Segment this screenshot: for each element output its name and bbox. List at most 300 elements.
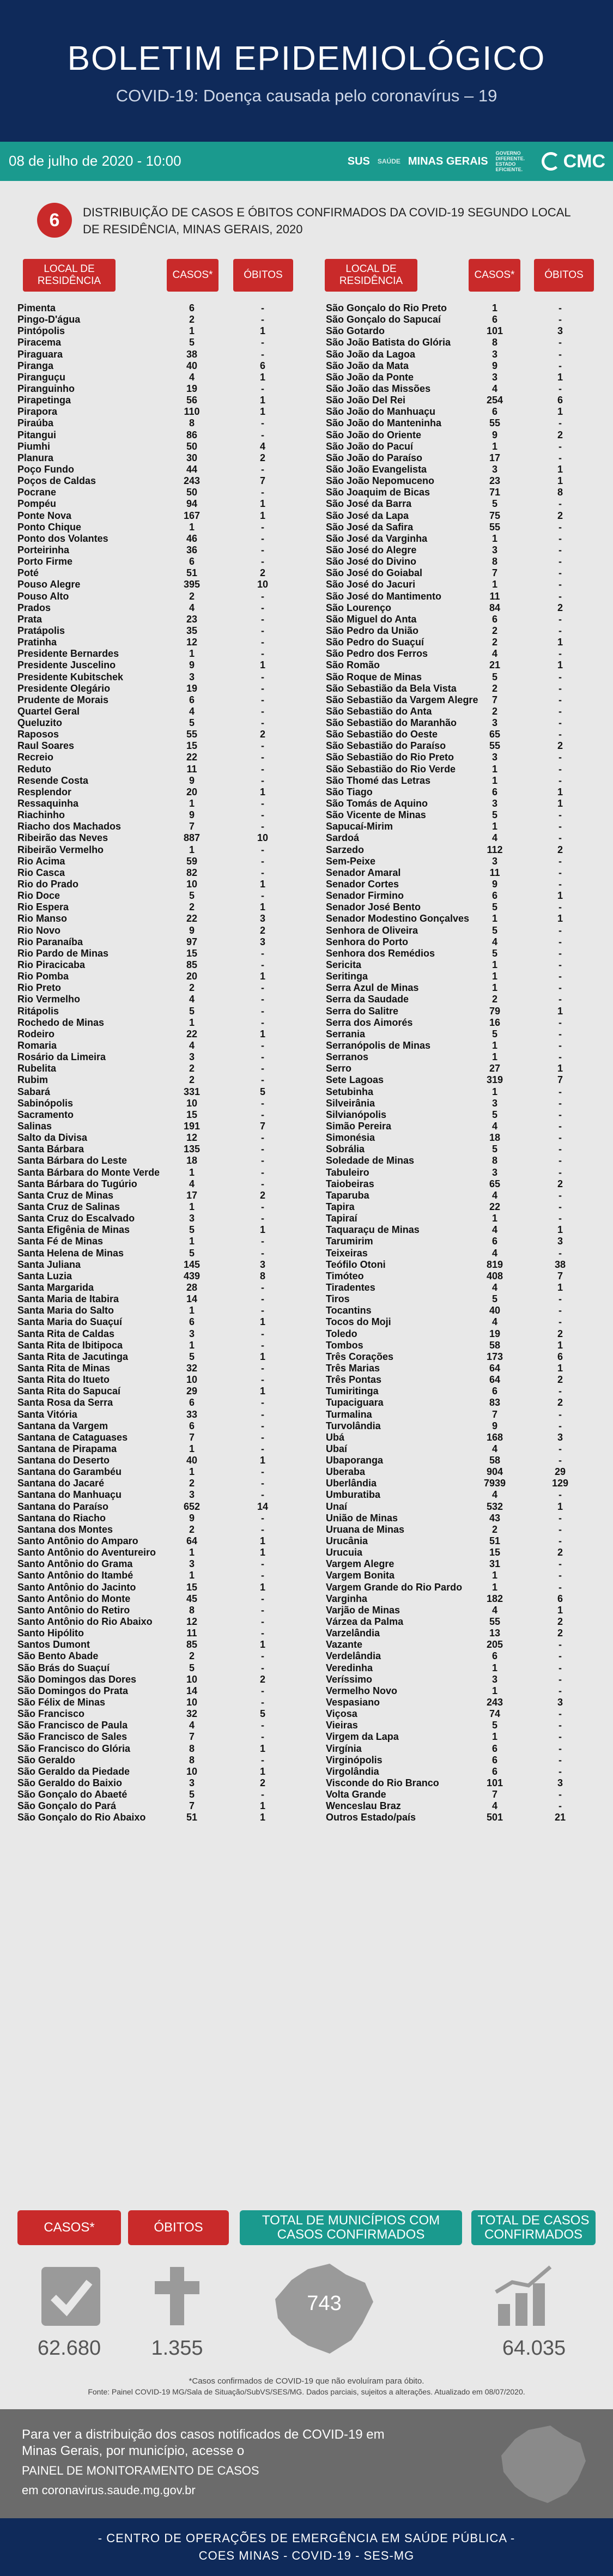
cases-value: 32 <box>186 1708 198 1720</box>
section-title: DISTRIBUIÇÃO DE CASOS E ÓBITOS CONFIRMADOS DA COVID-19 SEGUNDO LOCAL DE RESIDÊNCIA, MINAS GERAIS, 2020 <box>83 205 570 236</box>
deaths-value: 6 <box>557 395 563 406</box>
municipality-name: Rodeiro <box>17 1028 55 1039</box>
footer <box>0 2518 613 2576</box>
deaths-value: - <box>261 1697 264 1708</box>
municipality-name: Santana de Pirapama <box>17 1443 117 1454</box>
municipality-name: Teófilo Otoni <box>326 1259 386 1270</box>
cases-value: 3 <box>189 1489 195 1501</box>
cases-value: 1 <box>189 844 195 855</box>
table-row <box>17 1766 301 1777</box>
deaths-value: - <box>261 1420 264 1431</box>
table-row <box>17 683 301 694</box>
deaths-value: - <box>261 752 264 763</box>
municipality-name: São Miguel do Anta <box>326 613 417 625</box>
cases-value: 82 <box>186 867 198 878</box>
cases-value: 3 <box>491 752 497 763</box>
deaths-value: - <box>559 1293 562 1305</box>
cases-value: 3 <box>491 717 497 729</box>
deaths-value: - <box>559 579 562 590</box>
municipality-name: São Joaquim de Bicas <box>326 487 430 498</box>
table-row <box>326 1524 604 1535</box>
deaths-value: - <box>261 1155 264 1166</box>
table-row <box>17 337 301 348</box>
cases-value: 167 <box>183 510 201 521</box>
municipality-name: Rio Pardo de Minas <box>17 947 109 959</box>
municipality-name: São João do Paraíso <box>326 452 423 463</box>
bottom-panel <box>0 2409 613 2518</box>
deaths-value: 1 <box>259 1028 265 1039</box>
cases-value: 15 <box>186 947 198 959</box>
deaths-value: 2 <box>259 567 265 579</box>
municipality-name: São José do Jacuri <box>326 579 416 590</box>
cases-value: 8 <box>189 1743 195 1754</box>
cases-value: 11 <box>186 763 197 775</box>
section-number: 6 <box>37 203 72 238</box>
cases-value: 2 <box>491 705 497 717</box>
cases-value: 1 <box>189 1570 195 1581</box>
table-row <box>326 1397 604 1408</box>
table-row <box>17 1697 301 1708</box>
deaths-value: - <box>559 1408 562 1420</box>
table-row <box>17 1743 301 1755</box>
cases-value: 84 <box>489 602 501 613</box>
table-row <box>17 1063 301 1074</box>
municipality-name: Tapiraí <box>326 1213 357 1224</box>
cases-value: 9 <box>491 360 497 371</box>
cases-value: 9 <box>189 1512 195 1523</box>
deaths-value: - <box>261 1328 264 1339</box>
municipality-name: São José do Goiabal <box>326 567 423 579</box>
cases-value: 7 <box>189 1431 195 1443</box>
municipality-name: Santa Bárbara do Leste <box>17 1155 128 1166</box>
municipality-name: Vargem Alegre <box>326 1558 394 1570</box>
cases-value: 3 <box>189 1558 195 1570</box>
table-row <box>326 1029 604 1040</box>
deaths-value: - <box>261 1281 264 1293</box>
municipality-name: Senhora dos Remédios <box>326 947 435 959</box>
deaths-value: 7 <box>259 475 265 487</box>
deaths-value: - <box>559 625 562 636</box>
municipality-name: Wenceslau Braz <box>326 1800 401 1812</box>
table-row <box>17 1236 301 1247</box>
municipality-name: Romaria <box>17 1040 57 1051</box>
municipality-name: Prata <box>17 613 43 625</box>
table-row <box>17 1582 301 1593</box>
deaths-value: - <box>261 1063 264 1074</box>
table-row <box>326 1259 604 1271</box>
deaths-value: - <box>559 1155 562 1166</box>
deaths-value: 1 <box>259 325 265 337</box>
table-row <box>326 1271 604 1282</box>
minas-outline-icon <box>496 2420 588 2507</box>
municipality-name: Santa Maria do Suaçuí <box>17 1316 123 1328</box>
deaths-value: - <box>559 1523 562 1535</box>
deaths-value: - <box>261 1074 264 1086</box>
deaths-value: - <box>261 1293 264 1305</box>
deaths-value: - <box>559 1489 562 1501</box>
municipality-name: Ribeirão Vermelho <box>17 844 104 855</box>
table-row <box>17 383 301 395</box>
table-row <box>17 360 301 372</box>
table-row <box>326 1351 604 1363</box>
cases-value: 1 <box>189 521 195 533</box>
municipality-name: Outros Estado/país <box>326 1812 416 1823</box>
deaths-value: 4 <box>259 440 265 452</box>
cases-value: 51 <box>489 1535 501 1547</box>
table-row <box>17 740 301 752</box>
municipality-name: Simão Pereira <box>326 1120 392 1132</box>
municipality-name: Visconde do Rio Branco <box>326 1777 439 1788</box>
municipality-name: Senador José Bento <box>326 902 421 913</box>
table-row <box>326 1489 604 1501</box>
municipality-name: Simonésia <box>326 1132 375 1144</box>
deaths-value: - <box>261 1628 264 1639</box>
municipality-name: Senhora de Oliveira <box>326 924 418 936</box>
deaths-value: 1 <box>259 1455 265 1466</box>
cases-value: 65 <box>489 1178 501 1189</box>
deaths-value: - <box>261 682 264 694</box>
municipality-name: Piraúba <box>17 418 54 429</box>
deaths-value: 2 <box>557 844 563 855</box>
deaths-value: - <box>559 867 562 878</box>
cases-value: 12 <box>186 1616 198 1628</box>
deaths-value: - <box>261 1305 264 1316</box>
table-row <box>326 1248 604 1259</box>
cases-value: 1 <box>189 1017 195 1028</box>
municipality-name: São Brás do Suaçuí <box>17 1662 110 1673</box>
municipality-name: Volta Grande <box>326 1789 386 1800</box>
table-row <box>326 1662 604 1674</box>
municipality-name: Piraguara <box>17 348 63 360</box>
table-row <box>326 1201 604 1213</box>
deaths-value: - <box>559 1581 562 1593</box>
cases-value: 65 <box>489 729 501 740</box>
table-row <box>17 660 301 671</box>
municipality-name: Rio do Prado <box>17 879 78 890</box>
table-row <box>17 1547 301 1558</box>
table-row <box>326 1478 604 1489</box>
cases-value: 28 <box>186 1281 198 1293</box>
table-row <box>326 487 604 498</box>
municipality-name: São João do Manteninha <box>326 418 442 429</box>
deaths-value: - <box>559 1639 562 1650</box>
municipality-name: Santa Maria de Itabira <box>17 1293 119 1305</box>
col-header-obitos-left: ÓBITOS <box>233 259 293 292</box>
deaths-value: 2 <box>557 1178 563 1189</box>
deaths-value: 2 <box>259 729 265 740</box>
cases-value: 1 <box>491 775 497 786</box>
table-row <box>17 1248 301 1259</box>
municipality-name: São Geraldo do Baixio <box>17 1777 123 1788</box>
cases-value: 5 <box>491 671 497 682</box>
table-row <box>17 1789 301 1800</box>
deaths-value: - <box>559 1213 562 1224</box>
municipality-name: São Geraldo da Piedade <box>17 1765 130 1777</box>
deaths-value: - <box>261 1005 264 1017</box>
table-row <box>17 879 301 890</box>
municipality-name: Pouso Alegre <box>17 579 81 590</box>
deaths-value: 1 <box>557 1339 563 1351</box>
deaths-value: - <box>559 1800 562 1812</box>
table-row <box>17 959 301 971</box>
table-row <box>17 533 301 545</box>
table-row <box>17 948 301 959</box>
municipality-name: Ponto dos Volantes <box>17 533 108 544</box>
cases-value: 2 <box>491 994 497 1005</box>
deaths-value: 1 <box>259 879 265 890</box>
table-row <box>17 1040 301 1051</box>
deaths-value: - <box>261 418 264 429</box>
table-row <box>17 314 301 325</box>
cases-value: 168 <box>486 1431 503 1443</box>
cases-value: 819 <box>486 1259 503 1270</box>
deaths-value: - <box>559 1754 562 1765</box>
table-row <box>326 1558 604 1570</box>
municipality-name: Tapira <box>326 1201 355 1212</box>
municipality-name: Vieiras <box>326 1720 358 1731</box>
table-row <box>326 1006 604 1017</box>
table-row <box>326 1144 604 1155</box>
municipality-name: Santa Cruz de Salinas <box>17 1201 120 1212</box>
page-subtitle: COVID-19: Doença causada pelo coronavírus – 19 <box>116 86 497 105</box>
deaths-value: - <box>559 1558 562 1570</box>
cases-value: 4 <box>189 705 195 717</box>
deaths-value: - <box>261 1178 264 1189</box>
deaths-value: - <box>559 1386 562 1397</box>
cases-value: 85 <box>186 1639 198 1650</box>
cases-value: 79 <box>489 1005 501 1017</box>
table-row <box>326 1547 604 1558</box>
table-row <box>326 614 604 625</box>
cases-value: 532 <box>486 1501 503 1512</box>
cases-value: 9 <box>189 775 195 786</box>
cases-value: 2 <box>491 682 497 694</box>
municipality-name: Santa Bárbara do Tugúrio <box>17 1178 137 1189</box>
table-row <box>17 902 301 913</box>
municipality-name: Santa Rita do Itueto <box>17 1374 110 1386</box>
municipality-name: Uberlândia <box>326 1478 377 1489</box>
municipality-name: Virgolândia <box>326 1765 379 1777</box>
table-row <box>17 1305 301 1316</box>
deaths-value: - <box>559 1535 562 1547</box>
cases-value: 19 <box>186 682 198 694</box>
cases-value: 21 <box>489 660 501 671</box>
deaths-value: - <box>261 613 264 625</box>
municipality-name: Recreio <box>17 752 54 763</box>
table-row <box>326 579 604 590</box>
table-row <box>326 913 604 924</box>
deaths-value: 2 <box>259 924 265 936</box>
table-row <box>17 1006 301 1017</box>
cases-value: 4 <box>189 994 195 1005</box>
cases-value: 101 <box>486 1777 503 1788</box>
table-row <box>326 694 604 706</box>
municipality-name: Resende Costa <box>17 775 89 786</box>
cases-value: 12 <box>186 637 198 648</box>
municipality-name: Setubinha <box>326 1086 374 1097</box>
table-row <box>17 325 301 337</box>
deaths-value: 3 <box>557 325 563 337</box>
municipality-name: Umburatiba <box>326 1489 381 1501</box>
table-row <box>17 430 301 441</box>
cases-value: 182 <box>486 1593 503 1604</box>
municipality-name: Santana de Cataguases <box>17 1431 128 1443</box>
municipality-name: Serrania <box>326 1028 366 1039</box>
table-row <box>326 982 604 994</box>
cases-value: 5 <box>491 924 497 936</box>
deaths-value: 1 <box>259 971 265 982</box>
table-row <box>326 602 604 614</box>
table-row <box>326 1132 604 1144</box>
panel-url[interactable]: em coronavirus.saude.mg.gov.br <box>22 2483 196 2497</box>
deaths-value: 29 <box>554 1466 566 1478</box>
cases-value: 6 <box>189 1397 195 1408</box>
table-row <box>326 1650 604 1662</box>
table-left <box>17 303 301 2134</box>
municipality-name: Prudente de Morais <box>17 694 109 705</box>
panel-link[interactable]: PAINEL DE MONITORAMENTO DE CASOS <box>22 2464 259 2477</box>
deaths-value: - <box>261 1040 264 1051</box>
table-row <box>17 672 301 683</box>
table-row <box>326 787 604 798</box>
cases-value: 6 <box>491 1743 497 1754</box>
municipality-name: São Sebastião do Paraíso <box>326 740 446 752</box>
deaths-value: - <box>261 1489 264 1501</box>
cases-value: 1 <box>491 303 497 313</box>
municipality-name: Toledo <box>326 1328 357 1339</box>
cases-value: 1 <box>491 579 497 590</box>
municipality-name: Várzea da Palma <box>326 1616 404 1628</box>
cases-value: 1 <box>189 1236 195 1247</box>
deaths-value: - <box>261 1593 264 1604</box>
cases-value: 9 <box>491 1420 497 1431</box>
table-row <box>17 545 301 556</box>
table-row <box>326 1213 604 1224</box>
deaths-value: 1 <box>557 1362 563 1374</box>
municipality-name: Sarzedo <box>326 844 365 855</box>
table-row <box>326 1293 604 1305</box>
casos-value: 62.680 <box>37 2337 101 2360</box>
cases-value: 10 <box>186 1097 198 1109</box>
table-row <box>326 1697 604 1708</box>
cases-value: 1 <box>491 982 497 994</box>
table-row <box>17 1558 301 1570</box>
table-row <box>326 1305 604 1316</box>
municipality-name: São Sebastião do Oeste <box>326 729 438 740</box>
deaths-value: - <box>261 648 264 660</box>
deaths-value: - <box>559 1765 562 1777</box>
deaths-value: - <box>261 1144 264 1155</box>
table-row <box>17 1443 301 1455</box>
table-row <box>326 325 604 337</box>
table-row <box>17 406 301 418</box>
deaths-value: - <box>559 348 562 360</box>
municipality-name: Pocrane <box>17 487 57 498</box>
cases-value: 4 <box>491 1604 497 1616</box>
deaths-value: - <box>261 1374 264 1386</box>
municipality-name: Viçosa <box>326 1708 357 1720</box>
municipality-name: Rio Espera <box>17 902 69 913</box>
municipality-name: Taiobeiras <box>326 1178 374 1189</box>
municipality-name: Ressaquinha <box>17 798 79 809</box>
deaths-value: - <box>559 1420 562 1431</box>
table-row <box>326 464 604 475</box>
cases-value: 3 <box>491 798 497 809</box>
cmc-ring-icon <box>542 152 560 171</box>
cases-value: 1 <box>189 1201 195 1212</box>
deaths-value: 14 <box>257 1501 269 1512</box>
deaths-value: - <box>559 717 562 729</box>
deaths-value: 1 <box>259 406 265 418</box>
cases-value: 97 <box>186 936 198 947</box>
municipality-name: São Gotardo <box>326 325 385 337</box>
municipality-name: São José da Varginha <box>326 533 428 544</box>
municipality-name: Senador Firmino <box>326 890 404 902</box>
table-row <box>17 821 301 832</box>
table-row <box>17 856 301 867</box>
table-row <box>17 1386 301 1397</box>
checkbox-icon <box>38 2264 104 2329</box>
cases-value: 4 <box>491 1281 497 1293</box>
cases-value: 74 <box>489 1708 501 1720</box>
cases-value: 4 <box>491 1247 497 1259</box>
municipality-name: São João Batista do Glória <box>326 337 451 348</box>
deaths-value: 3 <box>557 1431 563 1443</box>
deaths-value: - <box>559 590 562 602</box>
municipality-name: Santa Vitória <box>17 1408 77 1420</box>
deaths-value: - <box>559 1040 562 1051</box>
cases-value: 6 <box>189 556 195 567</box>
table-row <box>326 1593 604 1605</box>
cases-value: 5 <box>491 1028 497 1039</box>
cases-value: 64 <box>489 1374 501 1386</box>
cases-value: 10 <box>186 1697 198 1708</box>
deaths-value: 7 <box>557 1074 563 1086</box>
deaths-value: - <box>559 959 562 971</box>
table-row <box>17 1086 301 1098</box>
table-row <box>17 349 301 360</box>
cases-value: 7 <box>189 1731 195 1743</box>
table-row <box>326 1328 604 1340</box>
deaths-value: 1 <box>259 1800 265 1812</box>
municipality-name: Santa Bárbara <box>17 1144 84 1155</box>
deaths-value: - <box>261 694 264 705</box>
table-row <box>17 1800 301 1812</box>
municipality-name: São Gonçalo do Rio Abaixo <box>17 1812 146 1823</box>
cases-value: 59 <box>186 855 198 867</box>
deaths-value: 2 <box>557 1616 563 1628</box>
table-row <box>326 1282 604 1293</box>
table-row <box>17 637 301 648</box>
deaths-value: - <box>559 1731 562 1743</box>
table-row <box>326 1639 604 1650</box>
cases-value: 5 <box>491 809 497 821</box>
deaths-value: - <box>261 1443 264 1454</box>
deaths-value: - <box>261 1604 264 1616</box>
municipality-name: Sem-Peixe <box>326 855 376 867</box>
deaths-value: - <box>559 1144 562 1155</box>
municipality-name: Ubaí <box>326 1443 348 1454</box>
table-row <box>17 809 301 821</box>
cases-value: 35 <box>186 625 198 636</box>
municipality-name: São Sebastião do Rio Preto <box>326 752 454 763</box>
deaths-value: 3 <box>557 1777 563 1788</box>
municipality-name: Rosário da Limeira <box>17 1051 106 1063</box>
table-row <box>326 625 604 637</box>
municipality-name: Senhora do Porto <box>326 936 409 947</box>
table-row <box>17 982 301 994</box>
cases-value: 10 <box>186 1374 198 1386</box>
